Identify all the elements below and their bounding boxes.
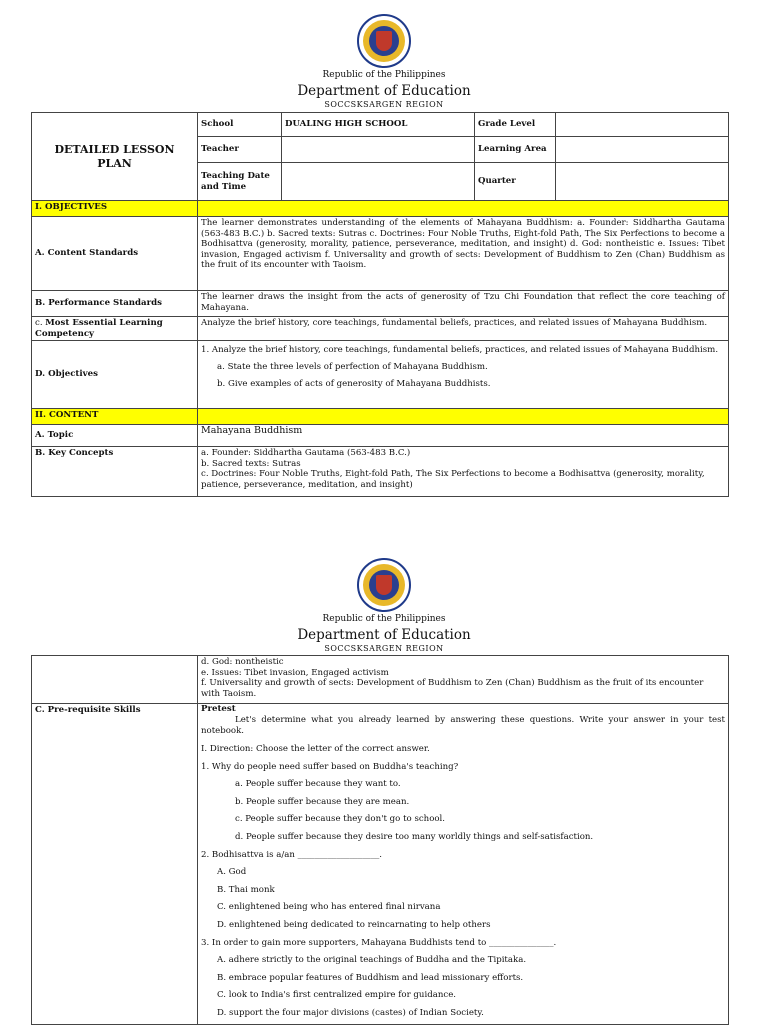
dlp-title: DETAILED LESSON PLAN: [32, 113, 198, 201]
learning-area-value: [556, 137, 729, 163]
lesson-plan-table-page2: [31, 655, 729, 1025]
department-title: Department of Education: [297, 627, 471, 643]
teacher-label: Teacher: [198, 137, 282, 163]
deped-seal-logo: [357, 14, 411, 68]
performance-standards-text: The learner draws the insight from the acts of generosity of Tzu Chi Foundation that reflect the core teaching of Mahayana.: [198, 291, 729, 317]
key-concept-item: e. Issues: Tibet invasion, Engaged activism: [201, 667, 389, 678]
pretest-intro: Let's determine what you already learned by answering these questions. Write your answer in your test notebook.: [201, 715, 725, 736]
question-1: 1. Why do people need suffer based on Buddha's teaching?: [201, 761, 459, 772]
school-value: DUALING HIGH SCHOOL: [282, 113, 475, 137]
objective-item: a. State the three levels of perfection of Mahayana Buddhism.: [217, 362, 488, 373]
key-concepts-list: [198, 447, 729, 497]
choice-item: B. embrace popular features of Buddhism and lead missionary efforts.: [217, 972, 524, 983]
objectives-heading: I. OBJECTIVES: [32, 201, 198, 217]
content-standards-text: The learner demonstrates understanding of the elements of Mahayana Buddhism: a. Founder: Siddhartha Gautama (563-483 B.C.) b. Sacred texts: Sutras c. Doctrines: Four Noble Truths, Eight-fold Path, The Six Perfections to become a Bodhisattva (generosity, morality, patience, perseverance, meditation, and insight) d. God: nontheistic e. Issues: Tibet invasion, Engaged activism f. Universality and growth of sects: Development of Buddhism to Zen (Chan) Buddhism as the fruit of its encounter with Taoism.: [198, 217, 729, 291]
question-3: 3. In order to gain more supporters, Mahayana Buddhists tend to _______________.: [201, 937, 557, 948]
region-label: SOCCSKSARGEN REGION: [324, 644, 444, 653]
department-title: Department of Education: [297, 83, 471, 99]
key-concept-item: d. God: nontheistic: [201, 657, 284, 667]
key-concept-item: f. Universality and growth of sects: Development of Buddhism to Zen (Chan) Buddhism as the fruit of its encounter with Taoism.: [201, 678, 704, 699]
objective-item: b. Give examples of acts of generosity of Mahayana Buddhists.: [217, 379, 491, 390]
choice-item: C. look to India's first centralized empire for guidance.: [217, 990, 457, 1001]
content-heading: II. CONTENT: [32, 409, 198, 425]
objectives-heading-fill: [198, 201, 729, 217]
pretest-direction: I. Direction: Choose the letter of the correct answer.: [201, 744, 430, 754]
pretest-heading: Pretest: [201, 704, 236, 714]
choice-item: D. enlightened being dedicated to reincarnating to help others: [217, 919, 491, 930]
teaching-date-value: [282, 163, 475, 201]
deped-seal-logo: [357, 558, 411, 612]
choice-item: c. People suffer because they don't go to school.: [235, 814, 446, 825]
objectives-list: [198, 341, 729, 409]
grade-level-label: Grade Level: [475, 113, 556, 137]
lesson-plan-table-page1: [31, 112, 729, 497]
choice-item: a. People suffer because they want to.: [235, 779, 401, 790]
grade-level-value: [556, 113, 729, 137]
content-heading-fill: [198, 409, 729, 425]
prerequisite-skills-label: C. Pre-requisite Skills: [32, 704, 198, 1025]
choice-item: b. People suffer because they are mean.: [235, 796, 410, 807]
choice-item: A. God: [217, 867, 247, 878]
pretest-content: [198, 704, 729, 1025]
quarter-label: Quarter: [475, 163, 556, 201]
melc-label: [32, 317, 198, 341]
melc-text: Analyze the brief history, core teachings, fundamental beliefs, practices, and related issues of Mahayana Buddhism.: [198, 317, 729, 341]
objectives-label: D. Objectives: [32, 341, 198, 409]
quarter-value: [556, 163, 729, 201]
republic-label: Republic of the Philippines: [322, 614, 446, 624]
melc-label-text: Most Essential Learning Competency: [35, 318, 163, 339]
objective-item: 1. Analyze the brief history, core teachings, fundamental beliefs, practices, and related issues of Mahayana Buddhism.: [201, 345, 719, 356]
key-concept-item: a. Founder: Siddhartha Gautama (563-483 B.C.): [201, 448, 411, 459]
key-concept-item: c. Doctrines: Four Noble Truths, Eight-fold Path, The Six Perfections to become a Bodhisattva (generosity, morality, patience, perseverance, meditation, and insight): [201, 469, 705, 490]
content-standards-label: A. Content Standards: [32, 217, 198, 291]
question-2: 2. Bodhisattva is a/an ___________________.: [201, 849, 383, 860]
teacher-value: [282, 137, 475, 163]
school-label: School: [198, 113, 282, 137]
choice-item: A. adhere strictly to the original teachings of Buddha and the Tipitaka.: [217, 955, 527, 966]
key-concepts-label: B. Key Concepts: [32, 447, 198, 497]
choice-item: d. People suffer because they desire too many worldly things and self-satisfaction.: [235, 831, 594, 842]
melc-label-prefix: c.: [35, 318, 46, 328]
performance-standards-label: B. Performance Standards: [32, 291, 198, 317]
continuation-label: [32, 656, 198, 704]
key-concept-item: b. Sacred texts: Sutras: [201, 458, 301, 469]
choice-item: B. Thai monk: [217, 884, 275, 895]
choice-item: D. support the four major divisions (castes) of Indian Society.: [217, 1007, 484, 1018]
learning-area-label: Learning Area: [475, 137, 556, 163]
topic-text: Mahayana Buddhism: [198, 425, 729, 447]
choice-item: C. enlightened being who has entered final nirvana: [217, 902, 441, 913]
region-label: SOCCSKSARGEN REGION: [324, 100, 444, 109]
teaching-date-label: Teaching Date and Time: [198, 163, 282, 201]
republic-label: Republic of the Philippines: [322, 70, 446, 80]
topic-label: A. Topic: [32, 425, 198, 447]
key-concepts-continued: [198, 656, 729, 704]
